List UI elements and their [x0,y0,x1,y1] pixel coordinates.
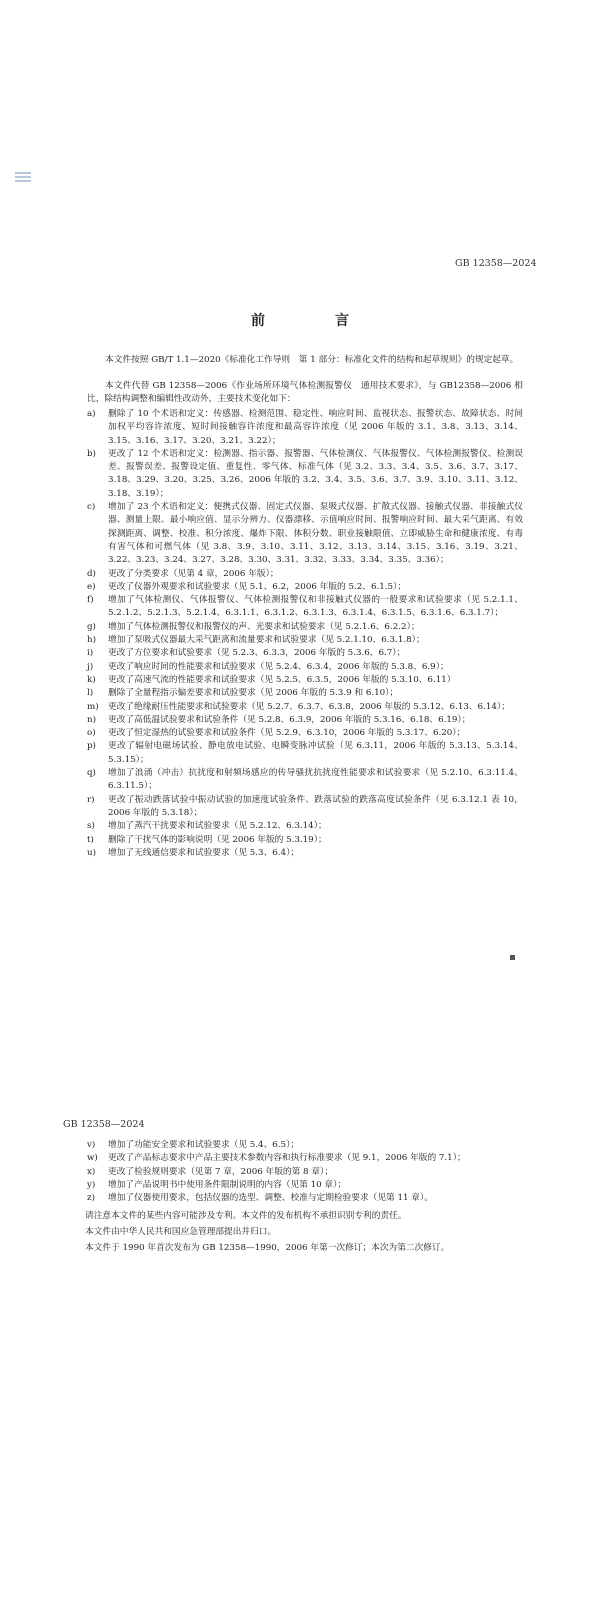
change-list-item [87,1192,523,1205]
list-item-text: 更改了恒定湿热的试验要求和试验条件（见 5.2.9、6.3.10，2006 年版的 5.3.17、6.20）； [108,728,466,739]
page-footer-standard-number: GB 12358—2024 [63,1119,145,1130]
list-item-label: d) [87,568,96,579]
change-list-item [87,594,523,621]
change-list-item [87,687,523,700]
change-list-part-2 [87,1139,523,1205]
revision-history: 本文件于 1990 年首次发布为 GB 12358—1990，2006 年第一次修订；本次为第二次修订。 [85,1243,450,1253]
change-list-item [87,740,523,767]
list-item-label: m) [87,701,99,712]
list-item-text: 增加了蒸汽干扰要求和试验要求（见 5.2.12、6.3.14）； [108,821,327,832]
list-item-text: 更改了振动跌落试验中振动试验的加速度试验条件、跌落试验的跌落高度试验条件（见 6.3.12.1 表 10，2006 年版的 5.3.18）； [108,794,523,818]
change-list-item [87,634,523,647]
list-item-label: k) [87,674,96,685]
change-list-item [87,647,523,660]
change-list-item [87,448,523,501]
page-break-marker [510,955,515,960]
list-item-text: 更改了产品标志要求中产品主要技术参数内容和执行标准要求（见 9.1，2006 年版的 7.1）； [108,1153,466,1164]
list-item-label: o) [87,728,96,739]
list-item-text: 更改了检验规则要求（见第 7 章，2006 年版的第 8 章）； [108,1166,334,1177]
change-list-item [87,847,523,860]
list-item-label: i) [87,648,94,659]
list-item-label: a) [87,409,96,419]
change-list-item [87,581,523,594]
list-item-text: 删除了 10 个术语和定义：传感器、检测范围、稳定性、响应时间、监视状态、报警状态、故障状态、时间加权平均容许浓度、短时间接触容许浓度和最高容许浓度（见 2006 年版的 3.1、3.8、3.13、3.14、3.15、3.16、3.17、3.20、3.21、3.22）； [108,409,523,446]
list-item-label: b) [87,448,96,459]
list-item-label: w) [87,1153,98,1164]
list-item-text: 增加了浪涌（冲击）抗扰度和射频场感应的传导骚扰抗扰度性能要求和试验要求（见 5.2.10、6.3.11.4、6.3.11.5）； [108,768,523,792]
list-item-text: 增加了泵吸式仪器最大采气距离和流量要求和试验要求（见 5.2.1.10、6.3.1.8）； [108,635,425,646]
list-item-text: 更改了 12 个术语和定义：检测器、指示器、报警器、气体检测仪、气体报警仪、气体检测报警仪、检测误差、报警误差、报警设定值、重复性、零气体、标准气体（见 3.2、3.3、3.4、3.5、3.6、3.7、3.17、3.18、3.29、3.20、3.25、3.26、2006 年版的 3.2、3.4、3.5、3.6、3.7、3.9、3.10、3.11、3.12、3.18、3.19）； [108,448,523,499]
list-item-text: 增加了 23 个术语和定义：便携式仪器、固定式仪器、泵吸式仪器、扩散式仪器、接触式仪器、非接触式仪器、测量上限、最小响应值、显示分辨力、仪器漂移、示值响应时间、报警响应时间、最大采气距离、有效探测距离、调整、校准、积分浓度、爆炸下限、体积分数、职业接触限值、立即威胁生命和健康浓度、有毒有害气体和可燃气体（见 3.8、3.9、3.10、3.11、3.12、3.13、3.14、3.15、3.16、3.19、3.21、3.22、3.23、3.24、3.27、3.28、3.30、3.31、3.32、3.33、3.34、3.35、3.36）； [108,502,523,566]
change-list-item [87,820,523,833]
list-item-text: 更改了仪器外观要求和试验要求（见 5.1、6.2，2006 年版的 5.2、6.1.5）； [108,581,407,592]
list-item-label: s) [87,821,95,832]
list-item-label: y) [87,1179,96,1190]
list-item-label: u) [87,847,96,858]
list-item-text: 更改了绝缘耐压性能要求和试验要求（见 5.2.7、6.3.7、6.3.8，2006 年版的 5.3.12、6.13、6.14）； [108,701,510,712]
list-item-text: 更改了响应时间的性能要求和试验要求（见 5.2.4、6.3.4，2006 年版的 5.3.8、6.9）； [108,661,449,672]
list-item-text: 增加了仪器使用要求，包括仪器的选型、调整、校准与定期检验要求（见第 11 章）。 [108,1193,433,1204]
change-list-item [87,714,523,727]
list-item-text: 删除了干扰气体的影响说明（见 2006 年版的 5.3.19）； [108,834,327,845]
list-item-label: p) [87,741,96,752]
change-list-part-1 [87,408,523,860]
list-item-label: n) [87,714,96,725]
change-list-item [87,674,523,687]
change-list-item [87,727,523,740]
change-list-item [87,767,523,794]
list-item-text: 更改了高速气流的性能要求和试验要求（见 5.2.5、6.3.5，2006 年版的 5.3.10、6.11） [108,674,456,685]
change-list-item [87,834,523,847]
change-list-item [87,1166,523,1179]
list-item-label: t) [87,834,94,845]
page-title: 前 言 [251,313,377,329]
scan-mark-icon [15,172,31,184]
list-item-label: e) [87,581,96,592]
list-item-label: v) [87,1140,96,1150]
list-item-text: 删除了全量程指示偏差要求和试验要求（见 2006 年版的 5.3.9 和 6.10）； [108,688,399,699]
change-list-item [87,661,523,674]
change-list-item [87,1152,523,1165]
change-list-item [87,1139,523,1152]
list-item-label: r) [87,794,95,805]
page-header-standard-number: GB 12358—2024 [455,258,537,269]
closing-statements [85,1208,525,1256]
list-item-label: h) [87,635,96,646]
list-item-label: f) [87,595,94,606]
list-item-text: 增加了气体检测仪、气体报警仪、气体检测报警仪和非接触式仪器的一般要求和试验要求（见 5.2.1.1、5.2.1.2、5.2.1.3、5.2.1.4、6.3.1.1、6.3.1.2、6.3.1.3、6.3.1.4、6.3.1.5、6.3.1.6、6.3.1.7）； [108,595,523,619]
list-item-label: z) [87,1193,95,1204]
list-item-text: 更改了方位要求和试验要求（见 5.2.3、6.3.3，2006 年版的 5.3.6、6.7）； [108,648,406,659]
change-list-item [87,794,523,821]
change-list-item [87,1179,523,1192]
intro-paragraph-2: 本文件代替 GB 12358—2006《作业场所环境气体检测报警仪 通用技术要求》，与 GB12358—2006 相比，除结构调整和编辑性改动外，主要技术变化如下： [87,381,523,404]
list-item-text: 增加了无线通信要求和试验要求（见 5.3、6.4）； [108,847,300,858]
change-list-item [87,621,523,634]
patent-notice: 请注意本文件的某些内容可能涉及专利。本文件的发布机构不承担识别专利的责任。 [85,1211,407,1221]
list-item-label: x) [87,1166,96,1177]
change-list-item [87,568,523,581]
change-list-item [87,408,523,448]
list-item-text: 增加了产品说明书中使用条件限制说明的内容（见第 10 章）； [108,1179,347,1190]
list-item-text: 更改了辐射电磁场试验、静电放电试验、电瞬变脉冲试验（见 6.3.11，2006 年版的 5.3.13、5.3.14、5.3.15）； [108,741,523,765]
change-list-item [87,501,523,567]
list-item-text: 增加了气体检测报警仪和报警仪的声、光要求和试验要求（见 5.2.1.6、6.2.2）； [108,621,420,632]
list-item-text: 更改了分类要求（见第 4 章，2006 年版）； [108,568,279,579]
list-item-text: 增加了功能安全要求和试验要求（见 5.4、6.5）； [108,1140,300,1150]
list-item-label: q) [87,768,96,779]
proposing-authority: 本文件由中华人民共和国应急管理部提出并归口。 [85,1227,277,1237]
intro-paragraph-1: 本文件按照 GB/T 1.1—2020《标准化工作导则 第 1 部分：标准化文件的结构和起草规则》的规定起草。 [105,355,519,365]
list-item-label: j) [87,661,94,672]
list-item-label: c) [87,502,96,513]
list-item-label: l) [87,688,94,699]
change-list-item [87,701,523,714]
list-item-label: g) [87,621,96,632]
list-item-text: 更改了高低温试验要求和试验条件（见 5.2.8、6.3.9，2006 年版的 5.3.16、6.18、6.19）； [108,714,471,725]
